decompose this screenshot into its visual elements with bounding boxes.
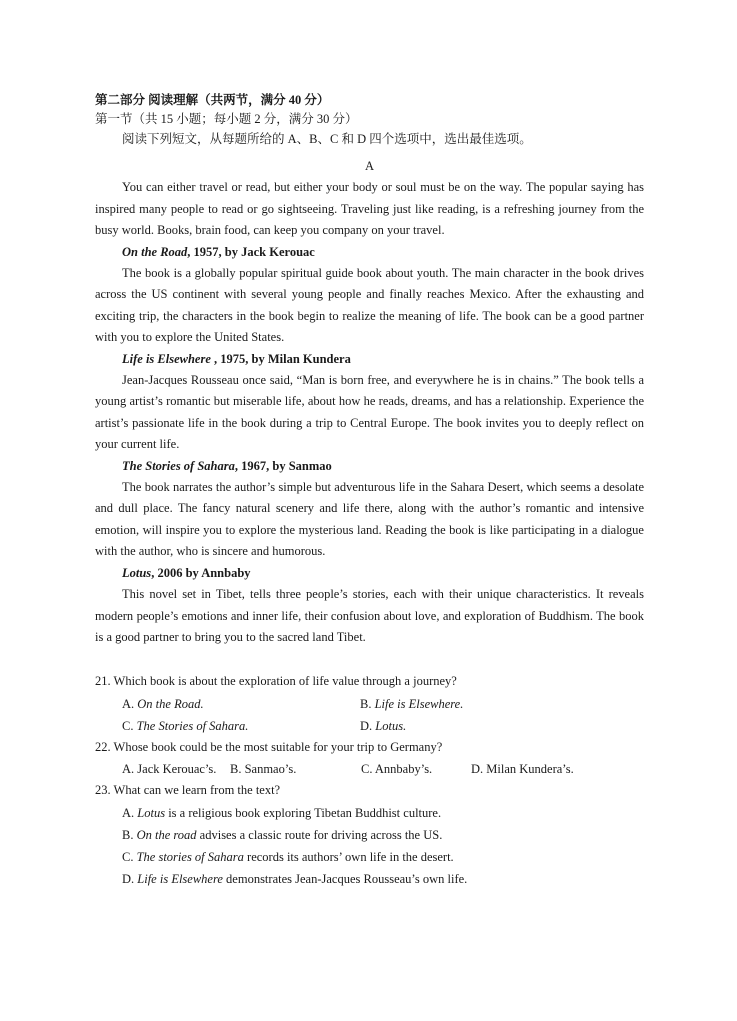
book-title-1-meta: , 1957, by Jack Kerouac xyxy=(187,244,315,259)
q21-option-a-text: On the Road. xyxy=(137,696,204,711)
book-description-4: This novel set in Tibet, tells three people’s stories, each with their unique characteristics. It reveals modern people’s emotions and inner life, their confusion about love, and exploration of Buddhism. The book is a good partner to bring you to the sacred land Tibet. xyxy=(95,587,644,644)
book-title-3 xyxy=(95,456,644,477)
q21-option-b-letter: B. xyxy=(360,696,375,711)
book-title-4-meta: , 2006 by Annbaby xyxy=(151,565,251,580)
q21-option-d-letter: D. xyxy=(360,718,376,733)
q21-option-c[interactable] xyxy=(122,719,248,733)
q23-option-a[interactable] xyxy=(95,802,644,824)
q21-option-d[interactable] xyxy=(360,715,406,737)
book-title-4 xyxy=(95,563,644,584)
passage-intro: You can either travel or read, but either your body or soul must be on the way. The popular saying has inspired many people to read or go sightseeing. Traveling just like reading, is a refreshing journey from the busy world. Books, brain food, can keep you company on your travel. xyxy=(95,180,644,238)
q23-option-c-title: The stories of Sahara xyxy=(136,849,244,864)
question-23-stem: 23. What can we learn from the text? xyxy=(95,783,281,798)
part-title: 第二部分 阅读理解（共两节，满分 40 分） xyxy=(95,93,330,107)
exam-page xyxy=(95,90,644,890)
question-22-options xyxy=(95,758,644,780)
q21-option-b[interactable] xyxy=(360,693,463,715)
q22-option-b[interactable]: B. Sanmao’s. xyxy=(230,762,297,777)
q21-option-c-text: The Stories of Sahara. xyxy=(136,718,249,733)
q23-option-a-letter: A. xyxy=(122,805,138,820)
q23-option-a-title: Lotus xyxy=(137,805,166,820)
question-21-stem: 21. Which book is about the exploration of life value through a journey? xyxy=(95,674,457,689)
q21-option-a-letter: A. xyxy=(122,696,138,711)
book-title-1 xyxy=(95,242,644,263)
q21-option-b-text: Life is Elsewhere. xyxy=(374,696,464,711)
book-title-1-name: On the Road xyxy=(122,244,188,259)
book-title-2-name: Life is Elsewhere xyxy=(122,351,211,366)
q23-option-c[interactable] xyxy=(95,846,644,868)
instructions: 阅读下列短文，从每题所给的 A、B、C 和 D 四个选项中，选出最佳选项。 xyxy=(122,132,532,146)
q23-option-b-letter: B. xyxy=(122,827,137,842)
question-21-options-row-2 xyxy=(95,715,644,737)
q21-option-c-letter: C. xyxy=(122,718,137,733)
q23-option-c-text: records its authors’ own life in the desert. xyxy=(243,849,454,864)
questions xyxy=(95,671,644,889)
q22-option-d[interactable]: D. Milan Kundera’s. xyxy=(471,762,574,777)
q22-option-a[interactable]: A. Jack Kerouac’s. xyxy=(122,762,217,777)
q23-option-b[interactable] xyxy=(95,824,644,846)
book-title-4-name: Lotus xyxy=(122,565,152,580)
q23-option-c-letter: C. xyxy=(122,849,137,864)
book-description-1: The book is a globally popular spiritual guide book about youth. The main character in the book drives across the US continent with several young people and finally reaches Mexico. After the exhausting and exciting trip, the characters in the book begin to realize the meaning of life. The book can be a good partner with you to explore the United States. xyxy=(95,266,644,345)
q23-option-a-text: is a religious book exploring Tibetan Buddhist culture. xyxy=(165,805,442,820)
q23-option-d-letter: D. xyxy=(122,871,138,886)
section-title: 第一节（共 15 小题；每小题 2 分，满分 30 分） xyxy=(95,112,358,126)
q23-option-b-title: On the road xyxy=(136,827,197,842)
q23-option-d-title: Life is Elsewhere xyxy=(137,871,223,886)
book-title-3-meta: , 1967, by Sanmao xyxy=(234,458,332,473)
q23-option-b-text: advises a classic route for driving across the US. xyxy=(196,827,443,842)
passage-label: A xyxy=(364,159,375,173)
q22-option-c[interactable]: C. Annbaby’s. xyxy=(361,762,433,777)
question-21-options-row-1 xyxy=(95,693,644,715)
q23-option-d-text: demonstrates Jean-Jacques Rousseau’s own life. xyxy=(222,871,468,886)
question-22-stem: 22. Whose book could be the most suitable for your trip to Germany? xyxy=(95,739,443,754)
q21-option-d-text: Lotus. xyxy=(375,718,407,733)
book-title-3-name: The Stories of Sahara xyxy=(122,458,235,473)
book-title-2 xyxy=(95,349,644,370)
book-description-2: Jean-Jacques Rousseau once said, “Man is born free, and everywhere he is in chains.” The book tells a young artist’s romantic but miserable life, about how he reads, dreams, and has a relationship. Experience the artist’s passionate life in the book during a trip to Central Europe. The book invites you to deeply reflect on your current life. xyxy=(95,373,644,452)
q21-option-a[interactable] xyxy=(122,697,204,711)
book-title-2-meta: , 1975, by Milan Kundera xyxy=(210,351,351,366)
book-description-3: The book narrates the author’s simple but adventurous life in the Sahara Desert, which seems a desolate and dull place. The fancy natural scenery and life there, along with the author’s romantic and intensive emotion, will inspire you to explore the mysterious land. Reading the book is like participating in a dialogue with the author, who is sincere and humorous. xyxy=(95,480,644,559)
q23-option-d[interactable] xyxy=(95,868,644,890)
